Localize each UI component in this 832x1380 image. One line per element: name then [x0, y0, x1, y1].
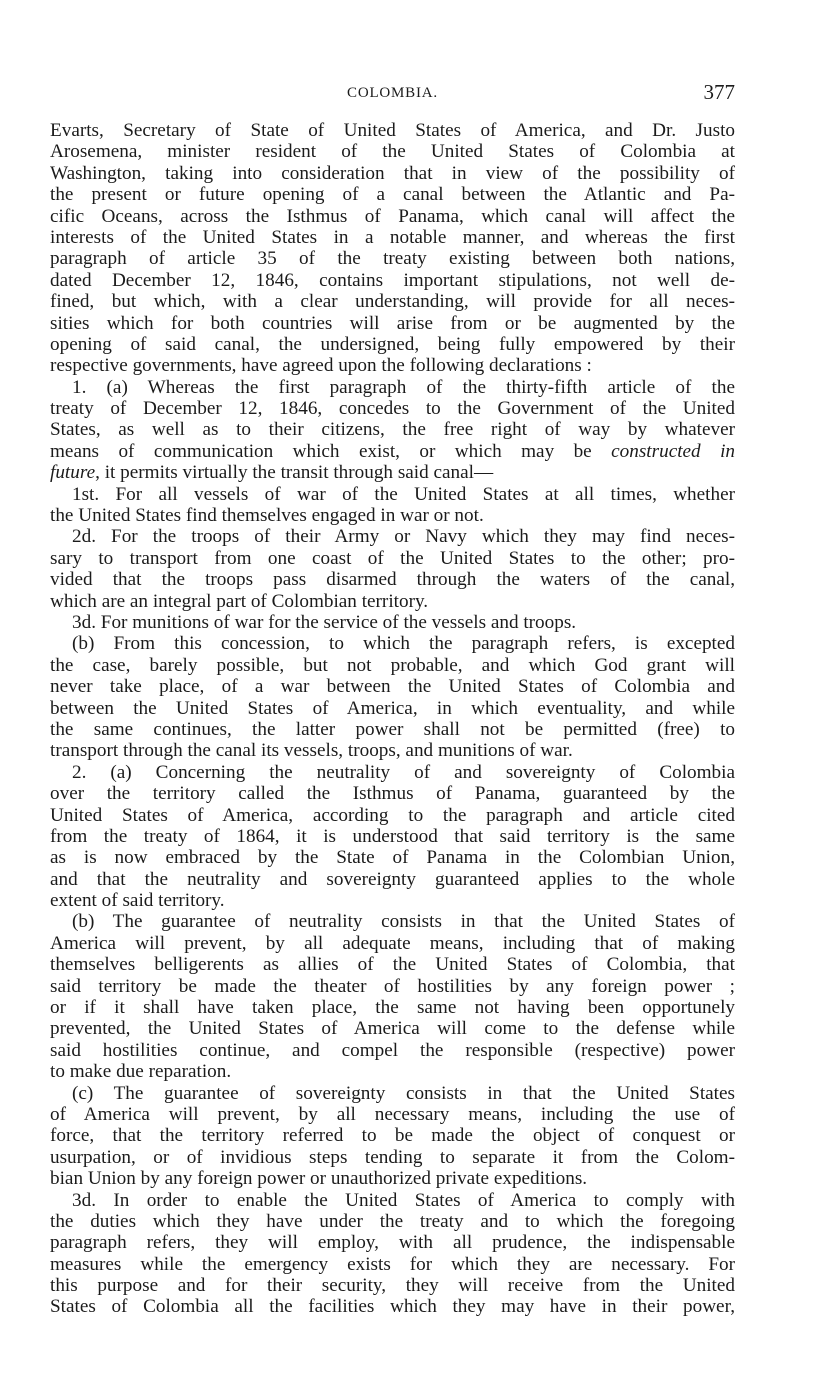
text-line: 3d. In order to enable the United States of America to comply with	[72, 1189, 735, 1211]
text-line: the United States find themselves engaged in war or not.	[50, 505, 484, 527]
text-line: America will prevent, by all adequate means, including that of making	[50, 932, 735, 954]
text-line: said hostilities continue, and compel the responsible (respective) power	[50, 1039, 735, 1061]
text-line: means of communication which exist, or which may be constructed in	[50, 440, 735, 462]
paragraph	[50, 484, 735, 527]
text-line: 2d. For the troops of their Army or Navy which they may find neces-	[72, 526, 735, 548]
text-line: interests of the United States in a notable manner, and whereas the first	[50, 226, 735, 248]
text-line: sary to transport from one coast of the United States to the other; pro-	[50, 547, 735, 569]
text-line: cific Oceans, across the Isthmus of Panama, which canal will affect the	[50, 205, 735, 227]
text-line: to make due reparation.	[50, 1061, 232, 1083]
text-line: the present or future opening of a canal between the Atlantic and Pa-	[50, 184, 735, 206]
paragraph	[50, 911, 735, 1082]
running-head	[50, 80, 735, 108]
text-line: or if it shall have taken place, the same not having been opportunely	[50, 997, 735, 1019]
text-line: the duties which they have under the treaty and to which the foregoing	[50, 1210, 735, 1232]
text-line: 1st. For all vessels of war of the United States at all times, whether	[72, 483, 735, 505]
paragraph	[50, 633, 735, 761]
text-line: paragraph of article 35 of the treaty existing between both nations,	[50, 248, 735, 270]
text-line: this purpose and for their security, they will receive from the United	[50, 1275, 735, 1297]
text-line: United States of America, according to the paragraph and article cited	[50, 804, 735, 826]
text-line: Washington, taking into consideration that in view of the possibility of	[50, 162, 735, 184]
text-line: over the territory called the Isthmus of Panama, guaranteed by the	[50, 783, 735, 805]
text-line: measures while the emergency exists for which they are necessary. For	[50, 1253, 735, 1275]
text-line: (c) The guarantee of sovereignty consists in that the United States	[72, 1082, 735, 1104]
text-line: of America will prevent, by all necessary means, including the use of	[50, 1103, 735, 1125]
text-line: opening of said canal, the undersigned, being fully empowered by their	[50, 333, 735, 355]
text-line: force, that the territory referred to be made the object of conquest or	[50, 1125, 735, 1147]
text-line: extent of said territory.	[50, 890, 225, 912]
paragraph	[50, 612, 735, 633]
text-line: which are an integral part of Colombian territory.	[50, 590, 429, 612]
text-line: respective governments, have agreed upon the following declarations :	[50, 355, 592, 377]
text-line: future, it permits virtually the transit through said canal—	[50, 462, 494, 484]
text-line: vided that the troops pass disarmed through the waters of the canal,	[50, 569, 735, 591]
text-line: States, as well as to their citizens, the free right of way by whatever	[50, 419, 735, 441]
running-title: COLOMBIA.	[347, 85, 438, 101]
text-line: never take place, of a war between the United States of Colombia and	[50, 676, 735, 698]
text-line: as is now embraced by the State of Panama in the Colombian Union,	[50, 847, 735, 869]
text-line: sities which for both countries will arise from or be augmented by the	[50, 312, 735, 334]
text-line: Arosemena, minister resident of the United States of Colombia at	[50, 141, 735, 163]
text-line: 2. (a) Concerning the neutrality of and sovereignty of Colombia	[72, 761, 735, 783]
text-line: bian Union by any foreign power or unauthorized private expeditions.	[50, 1168, 588, 1190]
text-line: (b) From this concession, to which the paragraph refers, is excepted	[72, 633, 735, 655]
text-line: the same continues, the latter power shall not be permitted (free) to	[50, 718, 735, 740]
text-line: Evarts, Secretary of State of United States of America, and Dr. Justo	[50, 120, 735, 141]
paragraph	[50, 526, 735, 612]
text-line: the case, barely possible, but not probable, and which God grant will	[50, 654, 735, 676]
text-line: treaty of December 12, 1846, concedes to the Government of the United	[50, 398, 735, 420]
text-line: prevented, the United States of America will come to the defense while	[50, 1018, 735, 1040]
text-line: dated December 12, 1846, contains important stipulations, not well de-	[50, 269, 735, 291]
text-line: said territory be made the theater of hostilities by any foreign power ;	[50, 975, 735, 997]
text-line: 1. (a) Whereas the first paragraph of the thirty-fifth article of the	[72, 376, 735, 398]
text-line: between the United States of America, in which eventuality, and while	[50, 697, 735, 719]
text-line: paragraph refers, they will employ, with all prudence, the indispensable	[50, 1232, 735, 1254]
text-line: (b) The guarantee of neutrality consists in that the United States of	[72, 911, 735, 933]
text-line: themselves belligerents as allies of the United States of Colombia, that	[50, 954, 735, 976]
text-line: transport through the canal its vessels, troops, and munitions of war.	[50, 740, 573, 762]
paragraph	[50, 1190, 735, 1318]
paragraph	[50, 1083, 735, 1190]
page-number: 377	[703, 80, 735, 104]
text-line: States of Colombia all the facilities which they may have in their power,	[50, 1296, 735, 1318]
text-line: fined, but which, with a clear understanding, will provide for all neces-	[50, 291, 735, 313]
body-text	[50, 120, 735, 1318]
text-line: usurpation, or of invidious steps tending to separate it from the Colom-	[50, 1146, 735, 1168]
text-line: from the treaty of 1864, it is understood that said territory is the same	[50, 825, 735, 847]
text-line: and that the neutrality and sovereignty guaranteed applies to the whole	[50, 868, 735, 890]
text-line: 3d. For munitions of war for the service of the vessels and troops.	[72, 611, 577, 633]
paragraph	[50, 120, 735, 377]
paragraph	[50, 377, 735, 484]
paragraph	[50, 762, 735, 912]
